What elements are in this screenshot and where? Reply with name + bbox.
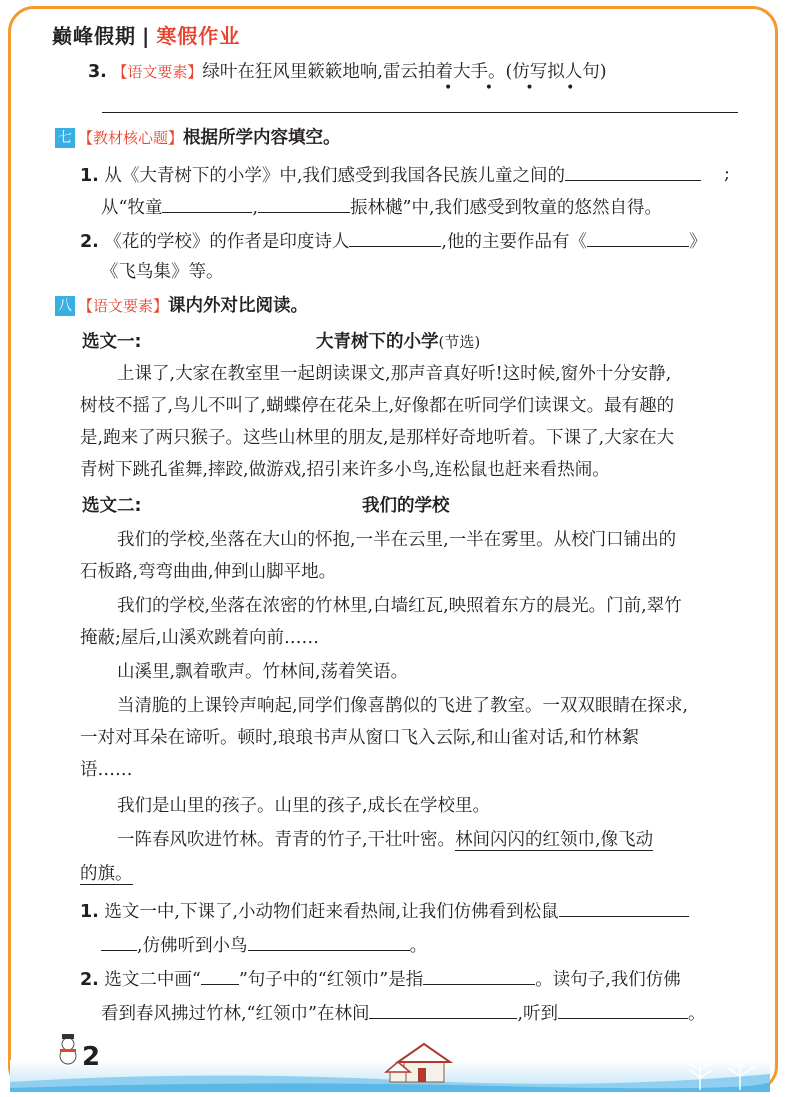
- question-text: 》: [688, 232, 707, 252]
- section-7-heading: [78, 126, 341, 150]
- question-number: 1.: [80, 902, 99, 922]
- passage-2-line: 掩蔽;屋后,山溪欢跳着向前……: [80, 628, 319, 648]
- passage-2-title: 我们的学校: [362, 496, 450, 516]
- underlined-sentence: 的旗。: [80, 864, 133, 884]
- section-badge: 七: [55, 128, 75, 148]
- answer-blank[interactable]: [101, 932, 137, 951]
- answer-blank[interactable]: [248, 932, 410, 951]
- question-text: ”句子中的“红领巾”是指: [238, 970, 424, 990]
- sec7-q2-line1: [80, 228, 706, 254]
- sec8-q2-line1: [80, 966, 681, 992]
- passage-2-line: 我们是山里的孩子。山里的孩子,成长在学校里。: [117, 796, 491, 816]
- passage-note: (节选): [438, 333, 481, 351]
- sec8-q1-line2: [101, 932, 427, 958]
- sec7-q1-line1: [80, 162, 701, 188]
- emphasis-dots: • • • •: [444, 80, 589, 96]
- answer-blank[interactable]: [201, 966, 239, 985]
- question-text: ,仿佛听到小鸟: [137, 936, 248, 956]
- passage-2-underlined-line: [117, 828, 653, 852]
- cottage-icon: [386, 1044, 450, 1082]
- passage-1-line: 上课了,大家在教室里一起朗读课文,那声音真好听!这时候,窗外十分安静,: [117, 364, 672, 384]
- answer-blank[interactable]: [558, 1000, 688, 1019]
- page-number: 2: [82, 1042, 101, 1072]
- passage-1-title: [316, 330, 480, 354]
- page-header: [52, 20, 240, 49]
- section-8-heading: [78, 294, 308, 318]
- section-title: 课内外对比阅读。: [168, 296, 309, 316]
- answer-blank[interactable]: [349, 228, 441, 247]
- sec8-q1-line1: [80, 898, 689, 924]
- passage-2-line: 语……: [80, 760, 133, 780]
- underlined-sentence: 林间闪闪的红领巾,像飞动: [455, 830, 654, 850]
- passage-text: 一阵春风吹进竹林。青青的竹子,干壮叶密。: [117, 830, 456, 850]
- answer-blank[interactable]: [369, 1000, 517, 1019]
- question-text: 从《大青树下的小学》中,我们感受到我国各民族儿童之间的: [104, 166, 565, 186]
- passage-2-line: 山溪里,飘着歌声。竹林间,荡着笑语。: [117, 662, 409, 682]
- answer-blank[interactable]: [587, 228, 689, 247]
- question-text: ,听到: [517, 1004, 559, 1024]
- passage-2-underlined-end: [80, 862, 133, 886]
- question-text: 《花的学校》的作者是印度诗人: [104, 232, 350, 252]
- question-text: ,他的主要作品有《: [441, 232, 587, 252]
- question-text: 振林樾”中,我们感受到牧童的悠然自得。: [350, 198, 663, 218]
- passage-2-line: 石板路,弯弯曲曲,伸到山脚平地。: [80, 562, 337, 582]
- question-number: 2.: [80, 970, 99, 990]
- answer-blank[interactable]: [559, 898, 689, 917]
- answer-blank[interactable]: [423, 966, 535, 985]
- passage-2-line: 我们的学校,坐落在浓密的竹林里,白墙红瓦,映照着东方的晨光。门前,翠竹: [117, 596, 682, 616]
- question-number: 3.: [88, 62, 107, 82]
- passage-1-label: 选文一:: [82, 332, 142, 352]
- question-text: 从“牧童: [101, 198, 163, 218]
- section-badge: 八: [55, 296, 75, 316]
- question-number: 1.: [80, 166, 99, 186]
- winter-scene-footer: [0, 1030, 790, 1097]
- brand-title: 巅峰假期: [52, 24, 136, 48]
- question-text: 。: [688, 1004, 706, 1024]
- passage-2-line: 一对对耳朵在谛听。顿时,琅琅书声从窗口飞入云际,和山雀对话,和竹林絮: [80, 728, 640, 748]
- passage-title-text: 大青树下的小学: [316, 332, 439, 352]
- question-text: 看到春风拂过竹林,“红领巾”在林间: [101, 1004, 370, 1024]
- answer-line[interactable]: [102, 112, 738, 113]
- passage-2-label: 选文二:: [82, 496, 142, 516]
- sec8-q2-line2: [101, 1000, 706, 1026]
- header-separator: |: [142, 24, 151, 48]
- answer-blank[interactable]: [258, 194, 350, 213]
- question-text: ,: [252, 198, 259, 218]
- passage-2-line: 当清脆的上课铃声响起,同学们像喜鹊似的飞进了教室。一双双眼睛在探求,: [117, 696, 689, 716]
- series-title: 寒假作业: [156, 24, 241, 48]
- question-tag: 【语文要素】: [112, 63, 203, 81]
- question-text: 。读句子,我们仿佛: [535, 970, 681, 990]
- question-text: 选文二中画“: [104, 970, 201, 990]
- passage-1-line: 树枝不摇了,鸟儿不叫了,蝴蝶停在花朵上,好像都在听同学们读课文。最有趣的: [80, 396, 675, 416]
- sec7-q2-line2: 《飞鸟集》等。: [101, 262, 224, 282]
- question-text: 绿叶在狂风里簌簌地响,雷云拍着大手。(仿写拟人句): [202, 62, 607, 82]
- passage-2-line: 我们的学校,坐落在大山的怀抱,一半在云里,一半在雾里。从校门口铺出的: [117, 530, 677, 550]
- question-text: 。: [409, 936, 428, 956]
- sec7-q1-line2: [101, 194, 662, 220]
- answer-blank[interactable]: [565, 162, 701, 181]
- passage-1-line: 是,跑来了两只猴子。这些山林里的朋友,是那样好奇地听着。下课了,大家在大: [80, 428, 675, 448]
- answer-blank[interactable]: [162, 194, 252, 213]
- section-tag: 【教材核心题】: [78, 129, 184, 147]
- question-text: 选文一中,下课了,小动物们赶来看热闹,让我们仿佛看到松鼠: [104, 902, 559, 922]
- snowman-icon: [60, 1034, 76, 1064]
- semicolon: ;: [724, 164, 730, 184]
- passage-1-line: 青树下跳孔雀舞,摔跤,做游戏,招引来许多小鸟,连松鼠也赶来看热闹。: [80, 460, 610, 480]
- section-title: 根据所学内容填空。: [183, 128, 341, 148]
- section-tag: 【语文要素】: [78, 297, 169, 315]
- question-number: 2.: [80, 232, 99, 252]
